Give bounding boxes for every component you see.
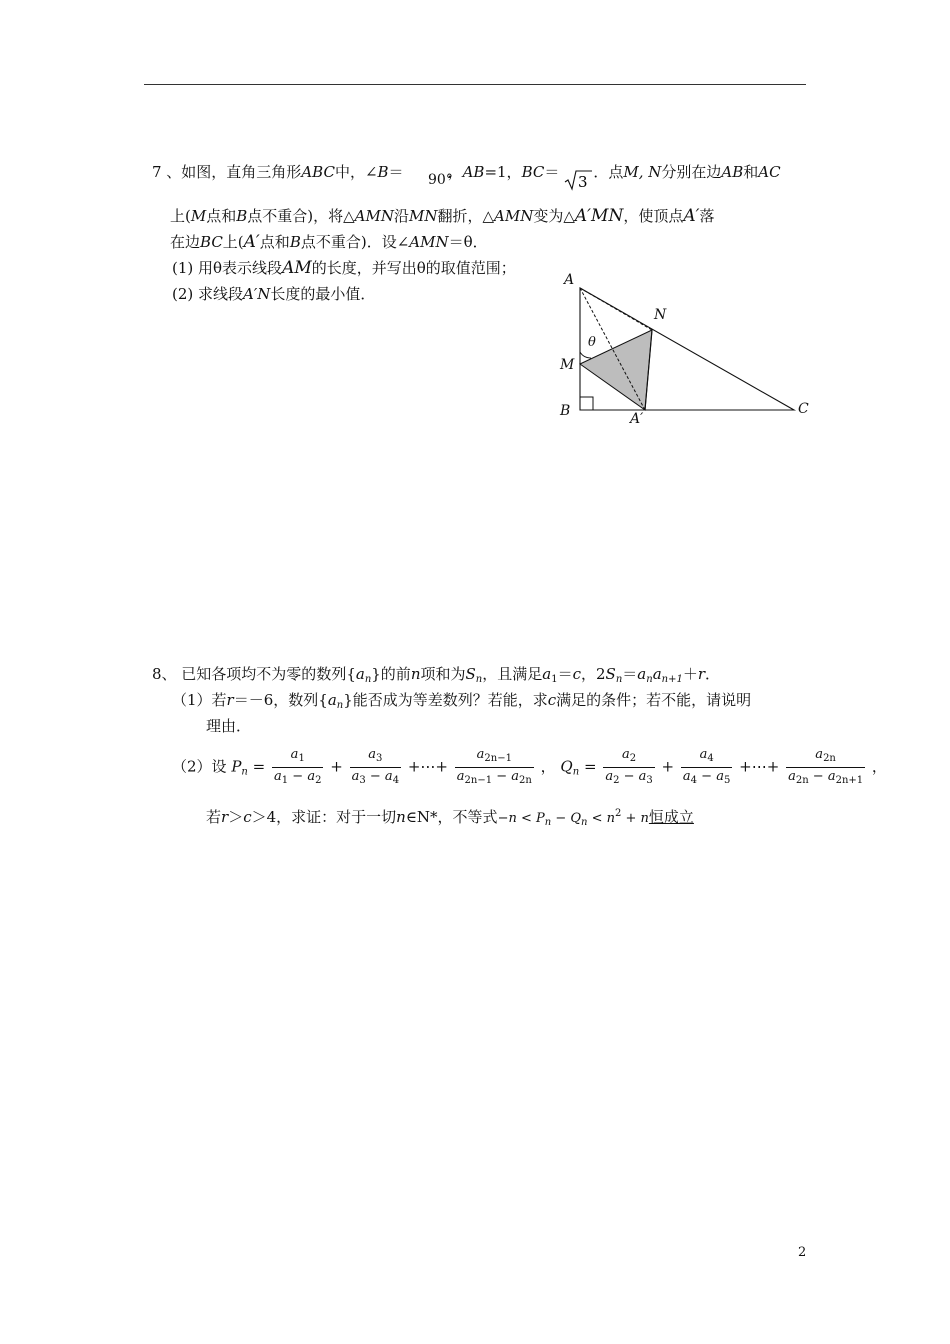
var: r — [226, 691, 234, 709]
dots: +⋯+ — [407, 757, 448, 776]
var: AMN — [409, 233, 449, 251]
label-b: B — [560, 403, 571, 419]
text: }能否成为等差数列？若能，求 — [343, 691, 548, 709]
var: M — [190, 207, 207, 225]
subscript: 1 — [551, 674, 558, 685]
var: S — [605, 665, 616, 683]
var: a — [699, 747, 708, 762]
subscript: 1 — [298, 753, 305, 764]
plus: + — [330, 757, 343, 776]
var: a — [351, 769, 360, 784]
text: ＋ — [682, 665, 698, 683]
subscript: n — [364, 674, 372, 685]
q8-part-1 — [172, 690, 751, 716]
subscript: n — [241, 766, 248, 778]
text: 7 、如图，直角三角形 — [152, 163, 302, 181]
fraction — [786, 746, 865, 789]
plus: + — [661, 757, 675, 776]
var: B — [236, 207, 248, 225]
subscript: n — [581, 817, 588, 828]
text: 分别在边 — [661, 163, 722, 181]
var: B — [377, 163, 389, 181]
label-c: C — [798, 401, 809, 417]
var: A′N — [243, 285, 271, 303]
text: ．点 — [593, 163, 624, 181]
var: r — [697, 665, 706, 683]
subscript: 2n — [823, 753, 836, 764]
var: a — [511, 769, 520, 784]
subscript: n — [475, 674, 483, 685]
header-rule — [144, 84, 806, 85]
inequality: + n — [621, 811, 649, 826]
text: 和 — [743, 163, 759, 181]
q8-part-1-cont — [206, 716, 251, 736]
var: AB — [721, 163, 744, 181]
label-m: M — [560, 357, 575, 373]
triangle-figure — [556, 268, 820, 432]
fraction — [350, 746, 401, 789]
fraction — [603, 746, 654, 789]
subscript: n — [572, 766, 580, 778]
text: 长度的最小值． — [270, 285, 376, 303]
subscript: 4 — [707, 753, 714, 764]
text: 中，∠ — [334, 163, 378, 181]
var: a — [456, 769, 465, 784]
text: 在边 — [170, 233, 201, 251]
equals: = — [583, 757, 597, 776]
var: a — [355, 665, 365, 683]
text: 变为△ — [533, 207, 575, 225]
text: （1）若 — [172, 691, 227, 709]
text: ＝θ． — [448, 233, 488, 251]
text: ＞4，求证：对于一切 — [251, 808, 397, 826]
q7-line-1 — [152, 162, 781, 182]
var: a — [274, 769, 282, 784]
text: 上( — [222, 233, 244, 251]
inequality: < n — [587, 811, 615, 826]
var: c — [572, 665, 581, 683]
var: BC — [521, 163, 545, 181]
var-p: P — [231, 757, 242, 776]
text: (2) 求线段 — [172, 285, 244, 303]
var-q: Q — [560, 757, 573, 776]
var: B — [289, 233, 301, 251]
sqrt-radicand: 3 — [578, 173, 588, 191]
subscript: 5 — [723, 775, 731, 786]
inequality: −n < P — [497, 811, 545, 826]
var: a — [815, 747, 824, 762]
subscript: 2 — [315, 775, 322, 786]
var: a — [621, 747, 630, 762]
var: a — [682, 769, 691, 784]
text: 点和 — [206, 207, 237, 225]
var: a — [368, 747, 377, 762]
text: 8、 已知各项均不为零的数列{ — [152, 665, 356, 683]
subscript: 1 — [281, 775, 289, 786]
var: a — [637, 665, 647, 683]
q8-part-2-formula — [172, 746, 887, 793]
minus: − — [697, 769, 717, 784]
label-a: A — [564, 272, 575, 288]
equals: = — [252, 757, 266, 776]
comma: ， — [540, 757, 556, 776]
subscript: n — [336, 700, 344, 711]
text: ． — [705, 665, 721, 683]
subscript: 2n — [795, 775, 809, 786]
minus: − — [808, 769, 828, 784]
var: c — [547, 691, 557, 709]
text: ，2 — [581, 665, 606, 683]
text: ，且满足 — [482, 665, 543, 683]
label-n: N — [654, 307, 667, 323]
subscript: n — [615, 674, 623, 685]
subscript: 2n−1 — [464, 775, 493, 786]
text: 的长度，并写出θ的取值范围； — [311, 259, 516, 277]
text: ＝ — [544, 163, 560, 181]
var: M, N — [623, 163, 662, 181]
subscript: 2n — [519, 775, 532, 786]
fraction — [272, 746, 323, 789]
label-theta: θ — [588, 335, 596, 350]
q7-part-1 — [172, 258, 516, 278]
minus: − — [288, 769, 308, 784]
subscript: 4 — [392, 775, 400, 786]
var: a — [605, 769, 614, 784]
dashed-an — [580, 288, 652, 330]
subscript: n — [646, 674, 653, 685]
var: a — [476, 747, 485, 762]
fraction — [681, 746, 732, 789]
text: 恒成立 — [648, 808, 694, 826]
text: ∈N*，不等式 — [405, 808, 498, 826]
var: a — [542, 665, 552, 683]
text: ＝ — [557, 665, 573, 683]
text: 沿 — [393, 207, 409, 225]
var: A′ — [683, 206, 700, 226]
minus: − — [365, 769, 385, 784]
var: MN — [409, 207, 438, 225]
text: }的前 — [371, 665, 411, 683]
text: ， — [447, 163, 463, 181]
text: 理由． — [206, 717, 252, 735]
text: ，使顶点 — [623, 207, 684, 225]
sqrt-sign-icon — [563, 168, 593, 192]
text: 点不重合)．设∠ — [300, 233, 410, 251]
var: a — [827, 769, 836, 784]
subscript: 2 — [629, 753, 637, 764]
var: A′ — [243, 232, 260, 252]
text: ＝－6，数列{ — [233, 691, 328, 709]
var: AMN — [354, 207, 394, 225]
subscript: 2n+1 — [835, 775, 864, 786]
text: 落 — [699, 207, 715, 225]
var: a — [788, 769, 796, 784]
var: AB — [462, 163, 485, 181]
inequality: − Q — [551, 811, 582, 826]
var: AC — [758, 163, 781, 181]
q8-line-1 — [152, 664, 720, 690]
var: AM — [282, 258, 312, 278]
text: ＞ — [228, 808, 244, 826]
subscript: n — [544, 817, 552, 828]
text: 项和为 — [420, 665, 466, 683]
var: BC — [200, 233, 223, 251]
var: r — [221, 808, 229, 826]
subscript: 3 — [359, 775, 366, 786]
text: 翻折，△ — [437, 207, 495, 225]
minus: − — [619, 769, 639, 784]
degree-90: 90° — [428, 172, 453, 188]
text: ＝ — [622, 665, 638, 683]
var: a — [327, 691, 337, 709]
subscript: 2 — [613, 775, 620, 786]
text: 点和 — [259, 233, 290, 251]
var: a — [652, 665, 662, 683]
var: ABC — [301, 163, 335, 181]
text: 满足的条件；若不能，请说明 — [556, 691, 752, 709]
q8-part-2-claim — [206, 804, 694, 833]
subscript: 2n−1 — [484, 753, 512, 764]
minus: − — [492, 769, 512, 784]
q7-part-2 — [172, 284, 375, 304]
var: A′MN — [574, 206, 624, 226]
q7-line-2 — [170, 206, 715, 226]
var: S — [465, 665, 476, 683]
page-number: 2 — [798, 1245, 807, 1260]
subscript: 4 — [690, 775, 698, 786]
text: 若 — [206, 808, 222, 826]
var: n — [410, 665, 421, 683]
text: (1) 用θ表示线段 — [172, 259, 283, 277]
comma: ， — [871, 757, 887, 776]
var: a — [716, 769, 724, 784]
label-a-prime: A′ — [630, 411, 644, 427]
subscript: 3 — [376, 753, 383, 764]
text: 点不重合)，将△ — [247, 207, 355, 225]
dots: +⋯+ — [739, 757, 780, 776]
superscript: 2 — [615, 808, 622, 819]
text: 上( — [170, 207, 191, 225]
text: ＝ — [388, 163, 404, 181]
sqrt-3 — [563, 168, 593, 196]
right-angle-mark — [580, 397, 593, 410]
var: a — [638, 769, 647, 784]
var: a — [307, 769, 316, 784]
text: （2）设 — [172, 757, 227, 776]
theta-arc — [580, 352, 591, 358]
var: a — [384, 769, 393, 784]
var: a — [290, 747, 299, 762]
fraction — [455, 746, 534, 789]
subscript: n+1 — [661, 674, 683, 685]
q7-line-3 — [170, 232, 488, 252]
var: n — [396, 808, 406, 826]
var: c — [243, 808, 252, 826]
subscript: 3 — [646, 775, 653, 786]
text: =1， — [484, 163, 522, 181]
var: AMN — [494, 207, 534, 225]
